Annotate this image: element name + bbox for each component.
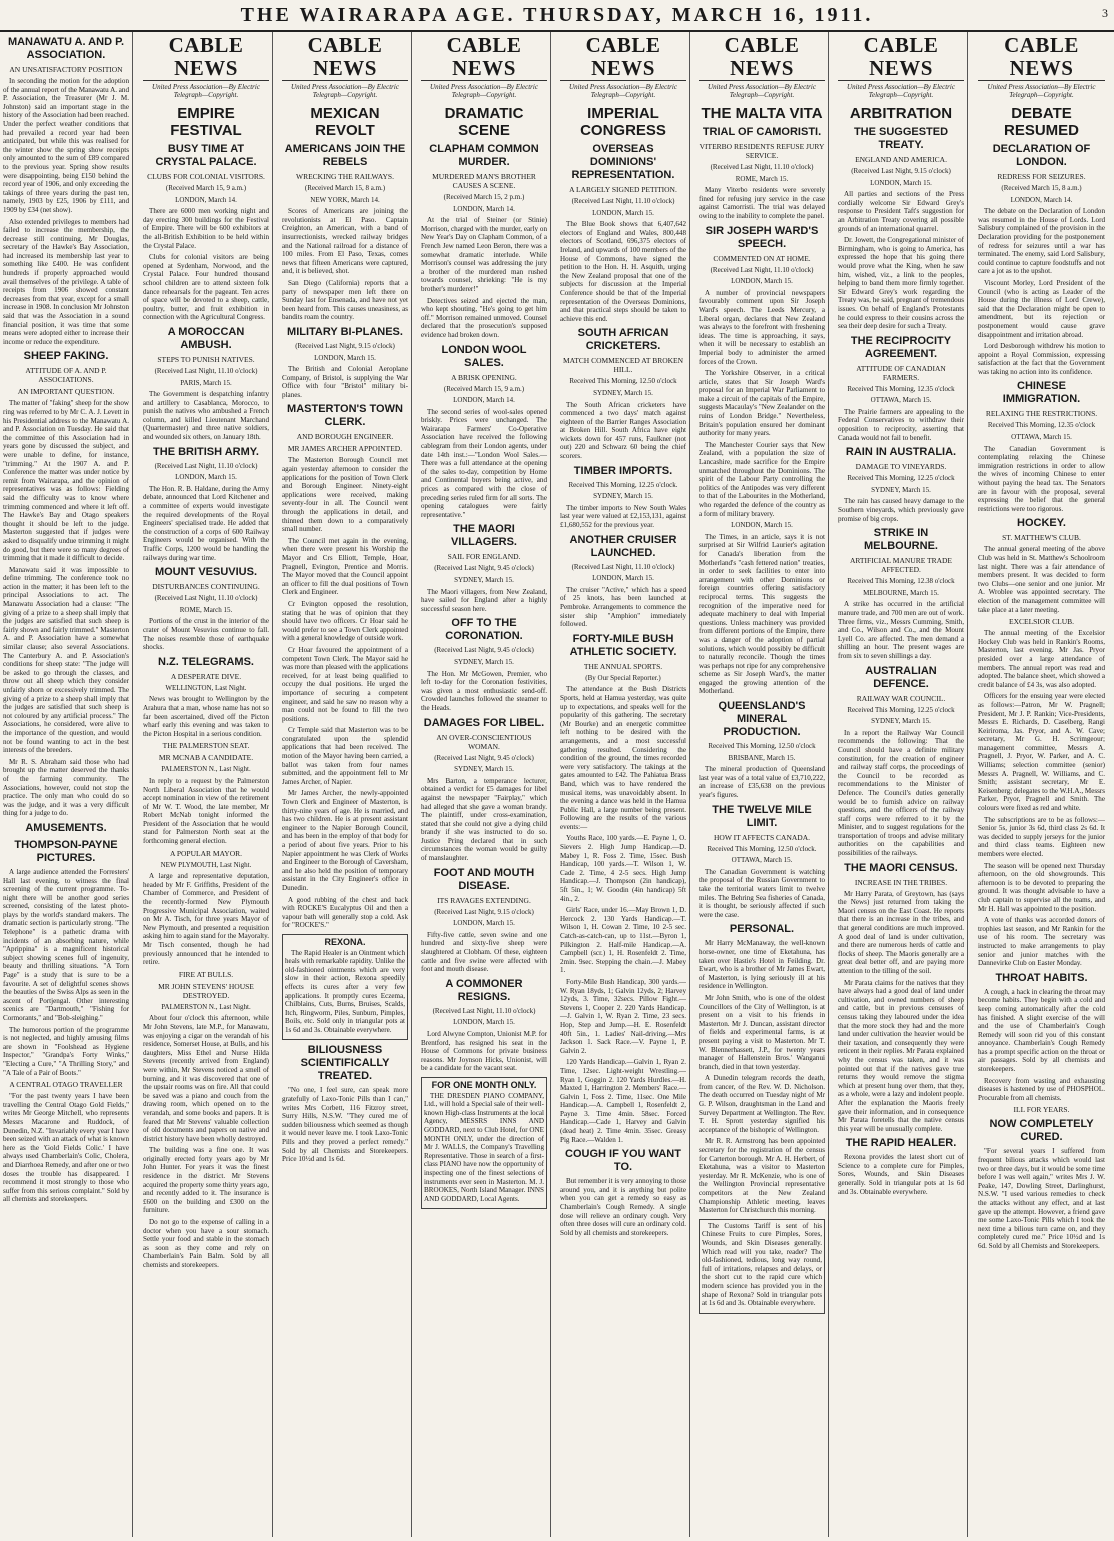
paragraph: The Maori villagers, from New Zealand, have sailed for England after a highly successful season here. <box>421 587 547 613</box>
subheadline: CLUBS FOR COLONIAL VISITORS. <box>147 172 265 181</box>
headline: THE MAORI VILLAGERS. <box>450 523 517 549</box>
paragraph: Girls' Race, under 16.—May Brown 1, D. Hercock 2. 130 Yards Handicap.—T. Wilson 1, H. Cowan 2. Time, 10 2-5 sec. Catch-as-catch-can, up to 11st.—Byron 1, Pilkington 2. Half-mile Handicap.—A. Campbell (scr.) 1, H. Rosenfeldt 2. Time, 2min. 9sec. Stepping the chain.—J. Mabey 1. <box>560 906 686 975</box>
dateline: ROME, March 15. <box>179 605 233 614</box>
headline: DAMAGES FOR LIBEL. <box>423 716 545 729</box>
subheadline: ENGLAND AND AMERICA. <box>855 155 947 164</box>
headline: AMUSEMENTS. <box>25 821 107 834</box>
headline: DEBATE RESUMED <box>1003 105 1079 139</box>
headline: DECLARATION OF LONDON. <box>992 143 1091 168</box>
subheadline: MATCH COMMENCED AT BROKEN HILL. <box>562 356 684 375</box>
dateline: PARIS, March 15. <box>180 378 232 387</box>
paragraph: The Hon. Mr McGowen, Premier, who left to-day for the Coronation festivities, was given a most enthusiastic send-off. Crowded launches followed the steamer to the Heads. <box>421 669 547 712</box>
paragraph: Mrs Barton, a temperance lecturer, obtained a verdict for £5 damages for libel against the newspaper "Fairplay," which had alleged that she gave a woman brandy. The plaintiff, under cross-examination, stated that she could not give a dying child brandy if she was instructed to do so. Justice Pring declared that in such circumstances the woman would be guilty of manslaughter. <box>421 776 547 863</box>
press-credit: United Press Association—By Electric Telegraph—Copyright. <box>847 83 955 99</box>
paragraph: The attendance at the Bush Districts Sports, held at Hamua yesterday, was quite up to expectations, and speaks well for the popularity of this gathering. The secretary (Mr Bourke) and an energetic committee left nothing to be desired with the arrangements, and a most successful gathering resulted. Considering the condition of the ground, the times recorded were very satisfactory. The takings at the gates amounted to £42. The Pahiatua Brass Band, which was to have rendered the musical items, was unavoidably absent. In the evening a dance was held in the Hamua Public Hall, a large number being present. Following are the results of the various events:— <box>560 685 686 831</box>
headline: DRAMATIC SCENE <box>444 105 524 139</box>
dateline: PALMERSTON N., Last Night. <box>161 1002 251 1011</box>
paragraph: In a report the Railway War Council recommends the following: That the Council should have a definite military constitution, for the creation of engineer and railway staff corps, the proceedings of the Council to be recorded as recommendations to the Minister of Defence. The Council's duties generally would be to furnish advice on railway questions, and the officers of the railway staff corps were referred to it by the Minister, and to suggest regulations for the transportation of troops and advise military authorities on the capabilities and possibilities of the railways. <box>838 728 964 858</box>
paragraph: The subscriptions are to be as follows:—Senior 5s, junior 3s 6d, third class 2s 6d. It was decided to supply jerseys for the junior and third class teams. Eighteen new members were elected. <box>978 815 1105 858</box>
headline: RAIN IN AUSTRALIA. <box>845 446 957 459</box>
dateline: (Received Last Night, 9.15 o'clock) <box>434 907 534 916</box>
headline: STRIKE IN MELBOURNE. <box>864 527 938 553</box>
paragraph: Many Viterbo residents were severely fined for refusing jury service in the case against Camorristi. The trial was delayed owing to the inability to complete the panel. <box>699 186 825 220</box>
paragraph: In reply to a request by the Palmerston North Liberal Association that he would accept nomination in view of the retirement of Mr W. T. Wood, the late member, Mr Robert McNab tonight informed the President of the Association that he would stand for Palmerston North seat at the forthcoming general election. <box>143 776 269 846</box>
subheadline: EXCELSIOR CLUB. <box>1008 617 1074 627</box>
headline: AUSTRALIAN DEFENCE. <box>865 664 937 690</box>
section-title: CABLE NEWS <box>421 34 547 81</box>
headline: QUEENSLAND'S MINERAL PRODUCTION. <box>718 700 806 739</box>
paragraph: The Council met again in the evening, when there were present his Worship the Mayor and Crs Elliott, Temple, Hoar, Pragnell, Evington, Prentice and Morris. The Mayor moved that the Council appoint an officer to fill the dual positions of Town Clerk and Engineer. <box>282 536 408 597</box>
headline: THE MALTA VITA <box>701 105 823 122</box>
column-4 <box>418 32 551 1537</box>
subheadline: VITERBO RESIDENTS REFUSE JURY SERVICE. <box>699 142 825 160</box>
subheadline: COMMENTED ON AT HOME. <box>713 253 811 263</box>
headline: THE RECIPROCITY AGREEMENT. <box>850 334 952 360</box>
subheadline: ARTIFICIAL MANURE TRADE AFFECTED. <box>849 556 953 575</box>
page-number: 3 <box>1102 6 1108 20</box>
dateline: NEW PLYMOUTH, Last Night. <box>160 860 252 869</box>
headline: MANAWATU A. AND P. ASSOCIATION. <box>7 36 125 61</box>
paragraph: In seconding the motion for the adoption of the annual report of the Manawatu A. and P. Association, the Treasurer (Mr J. M. Johnston) said an important stage in the history of the Association had been reached. Under the perfect weather conditions that had prevailed a record year had been anticipated, but while this was realised for the winter show the spring show receipts only amounted to the sum of £89 compared to the previous year. Spring show results were disappointing, being £150 behind the record year of 1906, and only exceeding the takings of three years during the past ten, namely, 1903 by £25, 1906 by £111, and 1909 by £34 (net show). <box>3 77 129 214</box>
paragraph: "For several years I suffered from frequent bilious attacks which would last two or three days, but it would be some time before I was well again," writes Mrs J. W. Peake, 147, Dowling Street, Darlinghurst, N.S.W. "I used various remedies to check the attacks without any effect, and at last gave up the attempt. However, a friend gave me some Laxo-Tonic Pills which I took the next time a bilious turn came on, and they completely cured me." Price 10½d and 1s 6d. Sold by all Chemists and Storekeepers. <box>978 1147 1105 1250</box>
headline: NOW COMPLETELY CURED. <box>989 1118 1094 1144</box>
paragraph: A number of provincial newspapers favourably comment upon Sir Joseph Ward's speech. The Leeds Mercury, a Liberal organ, declares that New Zealand was always to the forefront with freshening ideas. The time is approaching, it says, when it will be necessary to establish an Imperial body to administer the armed forces of the Crown. <box>699 288 825 366</box>
paragraph: Fifty-five cattle, seven swine and one hundred and sixty-five sheep were slaughtered at Clobham. Of these, eighteen cattle and five swine were affected with foot and mouth disease. <box>421 930 547 974</box>
headline: FORTY-MILE BUSH ATHLETIC SOCIETY. <box>569 632 677 658</box>
dateline: LONDON, March 15. <box>731 521 793 530</box>
paragraph: The matter of "faking" sheep for the show ring was referred to by Mr C. A. J. Levett in his Presidential address to the Manawatu A. and P. Association on Tuesday. He said that the committee of this Association had in years gone by discussed the subject, and were unable to define, for instance, "trimming." At the 1907 A. and P. Conference the matter was under notice by remit from Wairarapa, and the opinion of representatives was as follows: Fielding said the difficulty was to know where trimming commenced and where it left off. The Hawke's Bay and Otago speakers thought it should be left to the judge. Masterton suggested that if judges were asked to disqualify undue trimming it might do good, but there were so many degrees of trimming that it made it difficult to decide. <box>3 399 129 563</box>
paragraph: Detectives seized and ejected the man, who kept shouting, "He's going to get him off." Morrison remained unmoved. Counsel declared that the prosecution's supposed evidence had broken down. <box>421 296 547 339</box>
paragraph: The humorous portion of the programme is not neglected, and highly amusing films are shown in "Foolshead as Hygiene Inspector," "Grandpa's Forty Winks," "Electing a Cure," "A Thrilling Story," and "A Tale of a Pair of Boots." <box>3 1025 129 1077</box>
paragraph: A large and representative deputation, headed by Mr F. Griffiths, President of the Chamber of Commerce, and President of the recently-formed New Plymouth Progressive Municipal Association, waited on Mr A. Tisch, for three years Mayor of New Plymouth, and presented a requisition asking him to again stand for the Mayoralty. Mr Tisch consented, though he had previously announced that he intended to retire. <box>143 872 269 967</box>
dateline: (Received Last Night, 11.10 o'clock) <box>710 265 814 274</box>
paragraph: Mr R. R. Armstrong has been appointed secretary for the registration of the census for Carterton borough. Mr A. H. Herbert, of Eketahuna, was a visitor to Masterton yesterday. Mr R. McKenzie, who is one of the Wellington Provincial representative competitors at the New Zealand Championship Athletic meeting, leaves Masterton for Christchurch this morning. <box>699 1137 825 1215</box>
advertisement-text: THE DRESDEN PIANO COMPANY, Ltd., will hold a Special sale of their well-known High-class Instruments at the local Agency, MESSRS INNS AND GODDARD, next to Club Hotel, for ONE MONTH ONLY, under the direction of Mr J. WALLS, the Company's Travelling Representative. Those in search of a first-class PIANO have now the opportunity of inspecting one of the finest selections of instruments ever seen in Masterton. M. J. BROOKES, North Island Manager. INNS AND GODDARD, Local Agents. <box>424 1091 544 1203</box>
dateline: (Received Last Night, 9.45 o'clock) <box>434 646 534 655</box>
subheadline: DISTURBANCES CONTINUING. <box>152 582 260 592</box>
subheadline: RAILWAY WAR COUNCIL. <box>856 693 946 703</box>
paragraph: Dr. Jowett, the Congregational minister of Birmingham, who is going to America, has expressed the hope that his going there would prove what the King, when he saw him, wished, viz., a link to the peoples, helping to band them more firmly together. Sir Edward Grey's work regarding the Treaty was, he said, pregnant of tremendous issues. On behalf of England's Protestants he could express to their cousins across the sea their deep desire for such a Treaty. <box>838 236 964 331</box>
headline: THE BRITISH ARMY. <box>153 445 259 458</box>
dateline: LONDON, March 14. <box>453 396 515 405</box>
dateline: SYDNEY, March 15. <box>454 576 514 584</box>
section-title: CABLE NEWS <box>560 34 686 81</box>
paragraph: The timber imports to New South Wales last year were valued at £2,153,131, against £1,680,552 for the previous year. <box>560 503 686 530</box>
paragraph: A strike has occurred in the artificial manure trade, and 700 men are out of work. Three firms, viz., Messrs Cumming, Smith, and Co., Wilson and Co., and the Mount Lyell Co. are affected. The men demand a shilling an hour. The present wages are from six to seven shillings a day. <box>838 600 964 660</box>
dateline: NEW YORK, March 14. <box>310 195 380 204</box>
headline: FOOT AND MOUTH DISEASE. <box>433 866 535 892</box>
column-3 <box>279 32 412 1537</box>
paragraph: Mr Harry McManaway, the well-known horse-owner, one time of Eketahuna, has taken over Hastie's Hotel in Feilding. Dr. Ewart, who is a brother of Mr James Ewart, of Masterton, is lying seriously ill at his residence in Wellington. <box>699 939 825 991</box>
press-credit: United Press Association—By Electric Telegraph—Copyright. <box>987 83 1096 99</box>
paragraph: A Dunedin telegram records the death, from cancer, of the Rev. W. D. Nicholson. The death occurred on Tuesday night of Mr G. P. Wilson, draughtsman in the Land and Survey Department at Wellington. The Rev. T. H. Sprott yesterday signified his acceptance of the bishopric of Wellington. <box>699 1074 825 1134</box>
dateline: (Received Last Night, 9.45 o'clock) <box>434 564 534 573</box>
subheadline: FIRE AT BULLS. <box>178 969 234 979</box>
subheadline: RELAXING THE RESTRICTIONS. <box>985 409 1098 419</box>
paragraph: Mr R. S. Abraham said those who had brought up the matter deserved the thanks of the farming community. The Associations, however, could not stop the practice. The only man who could do so was the judge, and it was a very difficult thing for a judge to do. <box>3 757 129 818</box>
paragraph: There are 6000 men working night and day erecting 300 buildings for the Festival of Empire. There will be 600 exhibitors at the all-British Exhibition to be held within the Crystal Palace. <box>143 207 269 250</box>
advertisement <box>282 934 408 1041</box>
dateline: Received This Morning, 12.25 o'clock <box>847 474 955 483</box>
paragraph: Scores of Americans are joining the revolutionists at El Paso. Captain Creighton, an American, with a band of insurrectionists, wrecked railway bridges and the National railroad for a distance of 100 miles. From El Paso, Texas, comes news that fifteen Americans were captured, and, it is believed, shot. <box>282 207 408 276</box>
dateline: (Received March 15, 2 p.m.) <box>443 193 525 201</box>
press-credit: United Press Association—By Electric Telegraph—Copyright. <box>708 83 816 99</box>
section-title: CABLE NEWS <box>143 34 269 81</box>
paragraph: Mr James Archer, the newly-appointed Town Clerk and Engineer of Masterton, is thirty-nine years of age. He is married, and has two children. He is at present assistant engineer to the Napier Borough Council, and has been in the employ of that body for a period of about five years. Prior to his Napier appointment he was Clerk of Works and Engineer to the Borough of Caversham, and he also held the position of temporary assistant in the City Engineer's office in Dunedin. <box>282 789 408 892</box>
paragraph: Also extended privileges to members had failed to increase the membership, the decrease still continuing. Mr Douglas, secretary of the Hawke's Bay Association, had increased its membership last year to something like £400. He was confident hundreds if properly approached would avail themselves of the privilege. A table of receipts from 1906 showed constant decreases from that year, except for a small increase in 1908. In conclusion Mr Johnston said that was the Association in a sound financial position, it was time that some means were adopted either to increase their income or reduce the expenditure. <box>3 217 129 346</box>
subheadline: A POPULAR MAYOR. <box>169 848 243 858</box>
paragraph: Rexona provides the latest short cut of Science to a complete cure for Pimples, Sores, Wounds, and Skin Diseases generally. Sold in triangular pots at 1s 6d and 3s. Obtainable everywhere. <box>838 1153 964 1196</box>
dateline: BRISBANE, March 15. <box>728 753 796 762</box>
dateline: LONDON, March 15. <box>870 178 932 187</box>
dateline: LONDON, March 14. <box>1010 195 1073 204</box>
dateline: (Received Last Night, 11.10 o'clock) <box>571 197 675 205</box>
paragraph: Mr John Smith, who is one of the oldest Councillors of the City of Wellington, is at present on a visit to his friends in Masterton. Mr J. Duncan, assistant director of fields and experimental farms, is at present paying a visit to Masterton. Mr T. W. Blennerhassett, J.P., for twenty years manager of Hallenstein Bros.' Wanganui branch, died in that town yesterday. <box>699 993 825 1071</box>
subheadline: A BRISK OPENING. <box>451 372 517 382</box>
subheadline: STEPS TO PUNISH NATIVES. <box>157 354 255 364</box>
headline: MILITARY BI-PLANES. <box>287 325 403 338</box>
dateline: (Received March 15, 8 a.m.) <box>1001 184 1082 192</box>
paragraph: A vote of thanks was accorded donors of trophies last season, and Mr Rankin for the use of his room. The secretary was instructed to make arrangements to play senior and junior matches with the Dannevirke Club on Easter Monday. <box>978 916 1105 968</box>
headline: A MOROCCAN AMBUSH. <box>167 325 245 351</box>
paragraph: The mineral production of Queensland last year was of a total value of £3,710,222, an increase of £35,638 on the previous year's figures. <box>699 765 825 800</box>
dateline: PALMERSTON N., Last Night. <box>161 765 251 774</box>
subheadline: ATTITUDE OF CANADIAN FARMERS. <box>856 363 946 382</box>
dateline: (By Our Special Reporter.) <box>585 673 661 682</box>
subheadline: AND BOROUGH ENGINEER. <box>296 432 394 442</box>
paragraph: The South African cricketers have commenced a two days' match against eighteen of the Barrier Ranges Association at Broken Hill. South Africa have eight wickets down for 457 runs, Faulkner (not out) 220 and Schwarz 60 being the chief scorers. <box>560 400 686 461</box>
column-8 <box>975 32 1108 1537</box>
dateline: WELLINGTON, Last Night. <box>165 683 247 692</box>
subheadline: REDRESS FOR SEIZURES. <box>997 172 1086 181</box>
headline: SHEEP FAKING. <box>23 350 109 363</box>
dateline: (Received Last Night, 9.15 o'clock) <box>851 167 951 175</box>
paragraph: Mr Harry Parata, of Greytown, has (says the News) just returned from taking the Maori census on the East Coast. He reports that there is an increase in the tribes, and that general conditions are much improved. A good deal of land is under cultivation, and there are numerous herds of cattle and flocks of sheep. The Maoris generally are a great deal better off, and are paying more attention to the tilling of the soil. <box>838 889 964 975</box>
headline: LONDON WOOL SALES. <box>441 343 527 369</box>
paragraph: Lord Desborough withdrew his motion to appoint a Royal Commission, expressing satisfaction at the fact that the Government was taking no action into its confidence. <box>978 342 1105 376</box>
dateline: Received This Morning, 12.50 o'clock <box>569 377 677 386</box>
paragraph: The annual meeting of the Excelsior Hockey Club was held in Rankin's Rooms, Masterton, last evening. Mr Jas. Pryor presided over a large attendance of members. The annual report was read and adopted. The balance sheet, which showed a credit balance of £4 3s, was also adopted. <box>978 629 1105 689</box>
paragraph: A good rubbing of the chest and back with ROCKE'S Eucalyptus Oil and then a vapour bath will generally stop a cold. Ask for "ROCKE'S." <box>282 895 408 930</box>
paragraph: Portions of the crust in the interior of the crater of Mount Vesuvius continue to fall. The noises resemble those of earthquake shocks. <box>143 617 269 652</box>
headline: TIMBER IMPORTS. <box>573 464 673 477</box>
paragraph: San Diego (California) reports that a party of newspaper men left there on Sunday last for Ensenada, and have not yet been heard from. This causes uneasiness, as bandits roam the country. <box>282 278 408 322</box>
subheadline: AN IMPORTANT QUESTION. <box>17 387 115 397</box>
dateline: LONDON, March 14. <box>175 195 237 204</box>
paragraph: Viscount Morley, Lord President of the Council (who is acting as Leader of the House during the illness of Lord Crewe), said that the Declaration might be open to amendment, but its rejection or postponement would cause grave disappointment and irritation abroad. <box>978 278 1105 339</box>
headline: CLAPHAM COMMON MURDER. <box>429 143 539 168</box>
dateline: Received This Morning, 12.50 o'clock. <box>707 844 817 853</box>
dateline: LONDON, March 15. <box>175 473 237 482</box>
paragraph: Clubs for colonial visitors are being opened at Sydenham, Norwood, and the Crystal Palace. Four hundred thousand school children are to attend sixteen folk dance rehearsals for the pageant. Ten acres of space will be devoted to a sheep, cattle, poultry, butter, and fruit exhibition in connection with the Agricultural Congress. <box>143 253 269 322</box>
paragraph: All parties and sections of the Press cordially welcome Sir Edward Grey's response to President Taft's suggestion for an Arbitration Treaty covering all possible grounds of an international quarrel. <box>838 190 964 233</box>
paragraph: The season will be opened next Thursday afternoon, on the old showgrounds. This afternoon is to be devoted to preparing the ground. It was thought advisable to have a club captain to supervise all the teams, and Mr H. Hall was appointed to the position. <box>978 861 1105 913</box>
headline: PERSONAL. <box>729 923 795 936</box>
column-1 <box>0 32 133 1537</box>
dateline: SYDNEY, March 15. <box>593 388 653 397</box>
paragraph: The building was a fine one. It was originally erected forty years ago by Mr John Hunter. For years it was the finest residence in the district. Mr Stevens acquired the property some thirty years ago, and recently added to it. The insurance is £600 on the building and £300 on the furniture. <box>143 1146 269 1215</box>
dateline: SYDNEY, March 15. <box>593 492 653 501</box>
paragraph: 120 Yards Handicap.—Galvin 1, Ryan 2. Time, 12sec. Light-weight Wrestling.—Ryan 1, Goggin 2. 120 Yards Hurdles.—H. Maxted 1, Harrington 2. Members' Race.—Galvin 1, Foss 2. Time, 11sec. One Mile Handicap.—A. Campbell 1, Rosenfeldt 2, Payne 3. Time 4min. 58sec. Forced Handicap.—Cade 1, Harvey and Galvin (dead heat) 2. Time 4min. 35sec. Greasy Pig Race.—Walden 1. <box>560 1058 686 1144</box>
headline: THE MAORI CENSUS. <box>844 861 958 874</box>
press-credit: United Press Association—By Electric Telegraph—Copyright. <box>291 83 399 99</box>
paragraph: The second series of wool-sales opened briskly. Prices were unchanged. The Wairarapa Farmers' Co-Operative Association have received the following cablegram from their London agents, under date 14th inst.:—"London Wool Sales.—There was a full attendance at the opening of the sales to-day, competition by Home and Continental buyers being active, and prices as compared with the close of preceding series ruled firm for all sorts. The opening catalogues were fairly representative." <box>421 407 547 519</box>
dateline: (Received Last Night, 11.10 o'clock) <box>154 366 258 375</box>
subheadline: WRECKING THE RAILWAYS. <box>296 172 394 181</box>
subheadline: INCREASE IN THE TRIBES. <box>854 877 948 887</box>
masthead <box>0 0 1114 32</box>
headline: ANOTHER CRUISER LAUNCHED. <box>569 533 677 559</box>
paragraph: The Canadian Government is watching the proposal of the Russian Government to take the territorial waters limit to twelve miles. The Behring Sea fisheries of Canada, it is thought, be seriously affected if such were the case. <box>699 867 825 919</box>
paragraph: "No one, I feel sure, can speak more gratefully of Laxo-Tonic Pills than I can," writes Mrs Corbett, 116 Fitzroy street, Surry Hills, N.S.W. "They cured me of sudden biliousness which seemed as though it would never leave me. I took Laxo-Tonic Pills and they proved a perfect remedy." Sold by all Chemists and Storekeepers. Price 10½d and 1s 6d. <box>282 1086 408 1164</box>
paragraph: The Hon. R. B. Haldane, during the Army debate, announced that Lord Kitchener and a committee of experts would investigate the required developments of the Royal Engineers' specialised trade. He added that the construction of a corps of 600 Railway Engineers would be organised. With the Traffic Corps, 1200 would be handling the railways during war time. <box>143 484 269 562</box>
headline: IMPERIAL CONGRESS <box>580 105 666 139</box>
paragraph: About four o'clock this afternoon, while Mr John Stevens, late M.P., for Manawatu, was enjoying a cigar on the verandah of his residence, Somerset House, at Bulls, and his daughters, Miss Ethel and Nurse Hilda Stevens (recently arrived from England) were within, Mr Stevens noticed a smell of burning, and it was discovered that one of the upstair rooms was on fire. All that could be saved was a piano and couch from the drawing room, which opened on to the verandah, and some books and papers. It is feared that Mr Stevens' valuable collection of old documents and papers on native and district history have been wholly destroyed. <box>143 1014 269 1143</box>
headline: MOUNT VESUVIUS. <box>154 566 258 579</box>
dateline: (Received March 15, 9 a.m.) <box>165 184 247 192</box>
dateline: OTTAWA, March 15. <box>731 856 793 865</box>
paragraph: Do not go to the expense of calling in a doctor when you have a sour stomach. Settle your food and stable in the stomach as soon as they come and rely on Chamberlain's Pain Balm. Sold by all chemists and storekeepers. <box>143 1218 269 1269</box>
paragraph: "For the past twenty years I have been travelling the Central Otago Gold Fields," writes Mr George Mitchell, who represents Messrs Macarone and Ruddock, of Dunedin, N.Z. "Invariably every year I have been seized with an attack of what is known here as the 'Gold Fields Colic.' I have always used Chamberlain's Colic, Cholera, and Diarrhoea Remedy, and after one or two doses the trouble has disappeared. I recommend it most strongly to those who suffer from this serious complaint." Sold by all chemists and storekeepers. <box>3 1092 129 1204</box>
paragraph: At the trial of Steiner (or Stinie) Morrison, charged with the murder, early on New Year's Day on Clapham Common, of a French Jew named Leon Beron, there was a somewhat dramatic interlude. While Morrison's counsel was addressing the jury a brother of the murdered man rushed towards counsel, shrieking: "He is my brother's murderer!" <box>421 216 547 293</box>
headline: AMERICANS JOIN THE REBELS <box>284 143 406 168</box>
dateline: (Received Last Night, 11.10 o'clock) <box>154 461 258 470</box>
headline: MASTERTON'S TOWN CLERK. <box>287 403 403 429</box>
subheadline: ITS RAVAGES EXTENDING. <box>437 895 531 905</box>
column-2 <box>140 32 273 1537</box>
dateline: LONDON, March 15. <box>592 574 654 583</box>
headline: A COMMONER RESIGNS. <box>445 977 523 1003</box>
dateline: MELBOURNE, March 15. <box>863 588 939 597</box>
dateline: SYDNEY, March 15. <box>871 717 931 726</box>
dateline: LONDON, March 15. <box>731 277 793 286</box>
advertisement <box>421 1077 547 1209</box>
dateline: Received This Morning, 12.50 o'clock <box>708 742 816 751</box>
headline: SIR JOSEPH WARD'S SPEECH. <box>705 224 819 250</box>
dateline: (Received Last Night, 11.10 o'clock) <box>432 1006 536 1015</box>
subheadline: ILL FOR YEARS. <box>1013 1105 1070 1115</box>
headline: ARBITRATION <box>849 105 953 122</box>
subheadline: MR JAMES ARCHER APPOINTED. <box>287 444 403 454</box>
paragraph: The cruiser "Active," which has a speed of 25 knots, has been launched at Pembroke. Arrangements to commence the sister ship "Amphion" immediately followed. <box>560 585 686 629</box>
section-title: CABLE NEWS <box>978 34 1105 81</box>
dateline: (Received Last Night, 9.45 o'clock) <box>434 753 534 762</box>
paragraph: The rain has caused heavy damage to the Southern vineyards, which previously gave promise of big crops. <box>838 497 964 523</box>
dateline: (Received Last Night, 9.15 o'clock) <box>295 341 395 350</box>
paragraph: Mr Parata claims for the natives that they have always had a good deal of land under cultivation, and owned numbers of sheep and cattle, but in previous censuses of census taking they laboured under the idea that the more stock they had and the more land under cultivation the heavier would be their taxation, and consequently they were reticent in their replies. Mr Parata explained why the census was taken, and it was pointed out that if the natives gave true returns they would remove the stigma which at present hung over them, that they, as a whole, were a lazy and indolent people. After the explanation the Maoris freely gave their information, and in consequence Mr Parata foretells that the native census this year will be unusually complete. <box>838 978 964 1133</box>
paragraph: Youths Race, 100 yards.—E. Payne 1, O. Sievers 2. High Jump Handicap.—D. Mabey 1, R. Foss 2. Time, 15sec. Bush Handicap, 100 yards.—T. Wilson 1, W. Cade 2. Time, 4 2-5 secs. High Jump Handicap.—J. Thompson (2in handicap), 5ft 5in., 1; W. Goodin (4in handicap) 5ft 4in., 2. <box>560 834 686 903</box>
paragraph: The debate on the Declaration of London was resumed in the House of Lords. Lord Salisbury complained of the provision in the Declaration providing for the postponement of redress for seizures until a war has terminated. The enemy, said Lord Salisbury, could continue to capture foodstuffs and not care a jot as to the upshot. <box>978 207 1105 276</box>
dateline: Received This Morning, 12.35 o'clock <box>847 384 955 393</box>
paragraph: Cr Temple said that Masterton was to be congratulated upon the splendid applications that had been received. The motion of the Mayor having been carried, a ballot was taken from four names submitted, and the appointment fell to Mr James Archer, of Napier. <box>282 726 408 786</box>
dateline: ROME, March 15. <box>735 174 789 183</box>
paragraph: The Prairie farmers are appealing to the Federal Conservatives to withdraw their opposition to reciprocity, asserting that Canada would not fail to benefit. <box>838 407 964 442</box>
subheadline: SAIL FOR ENGLAND. <box>447 552 521 562</box>
subheadline: A DESPERATE DIVE. <box>170 671 242 681</box>
headline: OVERSEAS DOMINIONS' REPRESENTATION. <box>571 143 675 181</box>
column-7 <box>835 32 968 1537</box>
paragraph: The British and Colonial Aeroplane Company, of Bristol, is supplying the War Office with four "Bristol" military bi-planes. <box>282 365 408 399</box>
dateline: OTTAWA, March 15. <box>1011 433 1072 442</box>
advertisement-text: The Customs Tariff is sent of his Chinese Fruits to cure Pimples, Sores, Wounds, and Skin Diseases generally. Which read will you take, reader? The old-fashioned, tedious, long way round, full of irritations, relapses and delays, or the short cut to the rapid cure which modern science has provided you in the shape of Rexona? Sold in triangular pots at 1s 6d and 3s. Obtainable everywhere. <box>702 1221 822 1308</box>
headline: TRIAL OF CAMORISTI. <box>702 126 822 138</box>
dateline: Received This Morning, 12.35 o'clock <box>987 421 1096 430</box>
paragraph: But remember it is very annoying to those around you, and it is anything but polite when you can get a remedy so easy as Chamberlain's Cough Remedy. A single dose will relieve an ordinary cough. Very often three doses will cure an ordinary cold. Sold by all chemists and storekeepers. <box>560 1177 686 1237</box>
paragraph: The Canadian Government is contemplating relaxing the Chinese immigration restrictions in order to allow the wives of incoming Chinese to enter without paying the head tax. The Senators are in favour with the proposal, several expressing the belief that the general restrictions were too rigorous. <box>978 444 1105 513</box>
section-title: CABLE NEWS <box>838 34 964 81</box>
dateline: LONDON, March 15. <box>592 208 654 217</box>
dateline: OTTAWA, March 15. <box>870 396 932 405</box>
press-credit: United Press Association—By Electric Telegraph—Copyright. <box>569 83 677 99</box>
headline: THROAT HABITS. <box>995 971 1088 984</box>
subheadline: A CENTRAL OTAGO TRAVELLER <box>9 1080 123 1090</box>
headline: THE TWELVE MILE LIMIT. <box>712 803 812 829</box>
press-credit: United Press Association—By Electric Telegraph—Copyright. <box>152 83 260 99</box>
dateline: (Received Last Night, 11.10 o'clock) <box>710 163 814 171</box>
dateline: (Received March 15, 9 a.m.) <box>443 384 525 393</box>
subheadline: DAMAGE TO VINEYARDS. <box>855 462 947 472</box>
paragraph: A large audience attended the Forresters' Hall last evening, to witness the final screening of the current programme. To-night there will be another good series screened, consisting of the latest photo-plays by the world's standard makers. The dramatic section is particularly strong. "The Telephone" is a pathetic drama with incidents of an absorbing nature, while "Aprippina" is a magnificent historical subject showing scenes full of ingenuity, beauty and thrilling situations. "A Torn Page" is a study that is sure to be a favourite. A set of delightful scenes shows the beauties of the Swiss Alps as seen in the ascent of Portjengal. Other interesting scenics are "Dartmouth," "Fishing for Cormorants," and "Bob-sleighing." <box>3 867 129 1022</box>
advertisement-heading: FOR ONE MONTH ONLY. <box>431 1079 537 1090</box>
advertisement <box>699 1219 825 1314</box>
headline: MEXICAN REVOLT <box>310 105 380 139</box>
paragraph: A cough, a hack in clearing the throat may become habits. They begin with a cold and keep coming automatically after the cold has finished. A slight exercise of the will and the use of Chamberlain's Cough Remedy will soon rid you of this constant annoyance. Chamberlain's Cough Remedy has a prompt specific action on the throat or air passages. Sold by all chemists and storekeepers. <box>978 987 1105 1074</box>
subheadline: AN UNSATISFACTORY POSITION <box>9 65 123 74</box>
masthead-title: THE WAIRARAPA AGE. THURSDAY, MARCH 16, 1911. <box>240 4 874 26</box>
headline: N.Z. TELEGRAMS. <box>158 655 254 668</box>
column-5 <box>557 32 690 1537</box>
paragraph: Forty-Mile Bush Handicap, 300 yards.—W. Ryan 18yds, 1; Galvin 12yds, 2; Harvey 12yds, 3. Time, 32secs. Pillow Fight.—Stevens 1, Cooper 2. 220 Yards Handicap.—J. Galvin 1, W. Ryan 2. Time, 23 secs. Hop, Step and Jump.—H. E. Rosenfeldt 40ft 5in., 1. Ladies' Nail-driving.—Mrs Jackson 1. Sack Race.—V. Payne 1, P. Galvin 2. <box>560 977 686 1055</box>
paragraph: Cr Hoar favoured the appointment of a competent Town Clerk. The Mayor said he was more than pleased with the applications received, for at least being qualified to occupy the dual positions. He urged the importance of securing a competent engineer, and said he saw no reason why a man could not be found to fill the two positions. <box>282 645 408 723</box>
dateline: LONDON, March 14. <box>453 204 515 213</box>
dateline: LONDON, March 15. <box>314 353 376 362</box>
column-6 <box>696 32 829 1537</box>
headline: HOCKEY. <box>1017 517 1066 530</box>
paragraph: Manawatu said it was impossible to define trimming. The conference took no action in the matter; it has been left to the principal Associations to act. The Manawatu Association had a clause: "The giving of a prize to a sheep shall imply that the judges are satisfied that such sheep is fairly shown and fairly trimmed." Masterton A. and P. Association have a somewhat similar clause; also several Associations. The Canterbury A. and P. Association's conditions for sheep state: "The judge will be asked to go through the classes, and throw out all sheep which they consider unfairly shorn or excessively trimmed. The giving of a prize to a sheep shall imply that the judges are satisfied that such sheep is not coloured by any artificial process." The Associations, he considered, were alive to the importance of the question, and would not be found wanting to act in the best interests of the breeders. <box>3 565 129 755</box>
subheadline: ATTITUDE OF A. AND P. ASSOCIATIONS. <box>25 366 107 385</box>
dateline: (Received Last Night, 11.10 o'clock) <box>571 562 675 571</box>
advertisement-heading: REXONA. <box>324 936 366 947</box>
paragraph: The Manchester Courier says that New Zealand, with a population the size of Lancashire, made sacrifice for the Empire unmatched throughout the Dominions. The spirit of the Labour Party controlling the politics of the Antipodes was very different to that of the Labourites in the Motherland, who regarded the defence of the country as a form of military bravery. <box>699 440 825 518</box>
subheadline: A LARGELY SIGNED PETITION. <box>569 185 677 194</box>
subheadline: ST. MATTHEW'S CLUB. <box>1002 533 1081 543</box>
headline: BILIOUSNESS SCIENTIFICALLY TREATED. <box>300 1044 390 1083</box>
section-title: CABLE NEWS <box>282 34 408 81</box>
headline: THE SUGGESTED TREATY. <box>853 126 949 151</box>
dateline: SYDNEY, March 15. <box>871 485 931 494</box>
dateline: SYDNEY, March 15. <box>454 657 514 666</box>
subheadline: AN OVER-CONSCIENTIOUS WOMAN. <box>436 732 532 751</box>
dateline: Received This Morning, 12.38 o'clock <box>847 577 955 586</box>
headline: EMPIRE FESTIVAL <box>170 105 242 139</box>
headline: CHINESE IMMIGRATION. <box>1002 380 1081 406</box>
paragraph: The Blue Book shows that 6,407,642 electors of England and Wales, 800,448 electors of Scotland, 696,375 electors of Ireland, and upwards of 100 members of the House of Commons, have signed the petition to the Hon. H. H. Asquith, urging the New Zealand proposal that one of the subjects for discussion at the Imperial Conference should be that of the Imperial representation of the Overseas Dominions, and that practical steps should be taken to achieve this end. <box>560 220 686 323</box>
headline: THE RAPID HEALER. <box>845 1137 957 1150</box>
dateline: LONDON, March 15. <box>453 1018 515 1027</box>
headline: OFF TO THE CORONATION. <box>445 617 523 643</box>
dateline: Received This Morning, 12.25 o'clock. <box>568 480 678 489</box>
dateline: SYDNEY, March 15. <box>454 765 514 774</box>
headline: COUGH IF YOU WANT TO. <box>565 1148 681 1174</box>
subheadline: MR MCNAB A CANDIDATE. <box>158 753 254 763</box>
headline: BUSY TIME AT CRYSTAL PALACE. <box>155 143 257 168</box>
subheadline: MURDERED MAN'S BROTHER CAUSES A SCENE. <box>432 172 536 190</box>
subheadline: HOW IT AFFECTS CANADA. <box>714 832 810 842</box>
paragraph: Officers for the ensuing year were elected as follows:—Patron, Mr W. Pragnell; President, Mr J. P. Rankin; Vice-Presidents, Messrs E. Richards, D. Caselberg, Rangi Keiriroma, Jas. Pryor, and A. W. Cave; secretary, Mr G. H. Scrimgeour; management committee, Messrs A. Pragnell, J. Pryor, W. Parker, and A. C. Williams; selection committee (senior) Messrs A. Pragnell, W. Williams, and C. Smith; assistant secretary, Mr E. Keisenberg; delegates to the W.H.A., Messrs Parker, Pryor, Pragnell and Smith. The colours were fixed as red and white. <box>978 692 1105 813</box>
paragraph: The Times, in an article, says it is not surprised at Sir Wilfrid Laurier's agitation for Canada's liberation from the Motherland's "cash fettered nation" treaties, in order to seek facilities to enter into arrangement with other Dominions or foreign countries offering satisfactory reciprocal terms. This suggests the recognition of the imperative need for adequate machinery to deal with Imperial questions. Unless machinery was provided from different portions of the Empire, there was a danger of the adoption of partial solutions, which would possibly be difficult to naturally reconcile. Though the times was perhaps not ripe for any comprehensive scheme as Sir Joseph Ward's, the matter engaged the growing attention of the Motherland. <box>699 532 825 696</box>
press-credit: United Press Association—By Electric Telegraph—Copyright. <box>430 83 538 99</box>
subheadline: MR JOHN STEVENS' HOUSE DESTROYED. <box>158 981 254 1000</box>
paragraph: The Masterton Borough Council met again yesterday afternoon to consider the applications for the position of Town Clerk and Borough Engineer. Ninety-eight applications were received, making seventy-four in all. The Council went through the applications in detail, and thinned them down to a comparatively small number. <box>282 456 408 534</box>
paragraph: Recovery from wasting and exhausting diseases is hastened by use of PHOSPHOL. Procurable from all chemists. <box>978 1076 1105 1102</box>
paragraph: Lord Alwyne Compton, Unionist M.P. for Brentford, has resigned his seat in the House of Commons for private business reasons. Mr Joynson Hicks, Unionist, will be a candidate for the vacant seat. <box>421 1030 547 1073</box>
paragraph: Cr Evington opposed the resolution, stating that he was of opinion that they should have two officers. Cr Hoar said he would prefer to see a Town Clerk appointed with a general knowledge of outside work. <box>282 599 408 643</box>
dateline: (Received Last Night, 11.10 o'clock) <box>154 594 258 603</box>
dateline: LONDON, March 15. <box>453 919 515 928</box>
paragraph: News was brought to Wellington by the Arahura that a man, whose name has not so far been ascertained, dived off the Picton wharf early this evening and was taken to the Picton Hospital in a serious condition. <box>143 695 269 738</box>
headline: THOMPSON-PAYNE PICTURES. <box>14 838 118 864</box>
paragraph: The Government is despatching infantry and artillery to Casablanca, Morocco, to punish the natives who ambushed a French column, and killed Lieutenant Marchand (Quartermaster) and three native soldiers, and wounded six others, on January 18th. <box>143 390 269 442</box>
subheadline: THE PALMERSTON SEAT. <box>162 741 250 751</box>
paragraph: The Yorkshire Observer, in a critical article, states that Sir Joseph Ward's proposal for an Imperial War Parliament to make a circuit of the capitals of the Empire, suggests Macaulay's "New Zealander on the ruins of London Bridge." Nevertheless, Britain's population ensured her dominant authority for many years. <box>699 369 825 438</box>
section-title: CABLE NEWS <box>699 34 825 81</box>
columns-container <box>0 32 1114 1541</box>
headline: SOUTH AFRICAN CRICKETERS. <box>577 327 669 353</box>
dateline: Received This Morning, 12.25 o'clock <box>847 705 955 714</box>
advertisement-text: The Rapid Healer is an Ointment which heals with remarkable rapidity. Unlike the old-fashioned ointments which are very slow in their action, Rexona speedily effects its cures after a very few applications. It promptly cures Eczema, Chilblains, Cuts, Burns, Bruises, Scalds, Itch, Ringworm, Piles, Sunburn, Pimples, Boils, etc. Sold only in triangular pots at 1s 6d and 3s. Obtainable everywhere. <box>285 948 405 1034</box>
paragraph: The annual general meeting of the above Club was held in St. Matthew's Schoolroom last night. There was a fair attendance of members present. It was decided to form two Clubs—one senior and one junior. Mr A. Wroblee was appointed secretary. The election of the management committee will take place at a later meeting. <box>978 545 1105 614</box>
subheadline: THE ANNUAL SPORTS. <box>583 661 663 671</box>
dateline: (Received March 15, 8 a.m.) <box>304 184 386 192</box>
